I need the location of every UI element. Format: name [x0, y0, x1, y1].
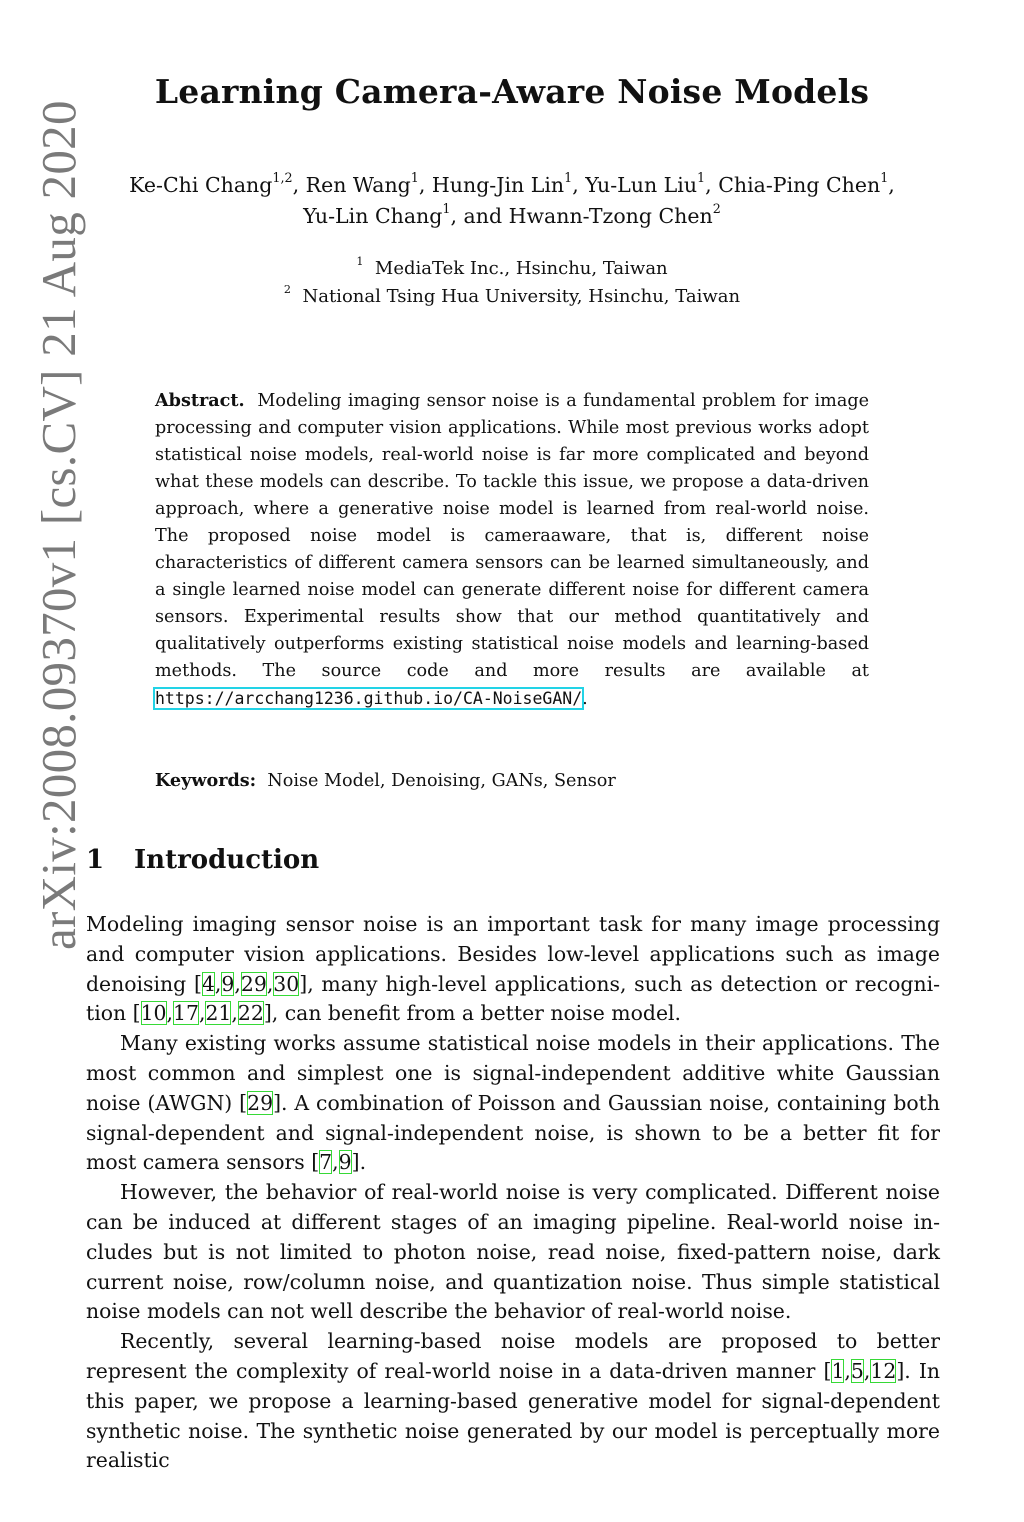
arxiv-identifier-stamp: arXiv:2008.09370v1 [cs.CV] 21 Aug 2020 — [31, 100, 86, 950]
citation-link[interactable]: 30 — [273, 971, 300, 996]
abstract-text: Modeling imaging sensor noise is a fundamental problem for image processing and computer vision applications. While most previous works adopt statistical noise models, real-world noise is far more complicated and beyond what these models can describe. To tackle this issue, we propose a data-driven approach, where a generative noise model is learned from real-world noise. The proposed noise model is cameraaware, that is, different noise characteristics of different camera sensors can be learned simultaneously, and a single learned noise model can generate different noise for different camera sensors. Experimental results show that our method quantitatively and qualitatively outperforms existing statistical noise models and learning-based methods. The source code and more results are available at — [155, 391, 869, 681]
author: Ke-Chi Chang$^{1,2}$ — [129, 170, 293, 197]
citation-link[interactable]: 5 — [850, 1358, 864, 1383]
citation-link[interactable]: 12 — [870, 1358, 897, 1383]
paragraph: However, the behavior of real-world noise is very complicated. Different noise can be induced at different stages of an imaging pipeline. Real-world noise includes but is not limited to photon noise, read noise, fixed-pattern noise, dark current noise, row/column noise, and quantization noise. Thus simple statistical noise models can not well describe the behavior of real-world noise. — [86, 1180, 940, 1324]
introduction-body — [86, 910, 940, 1476]
citation-link[interactable]: 1 — [831, 1358, 845, 1383]
author: Hung-Jin Lin$^1$ — [431, 170, 573, 197]
author: Yu-Lun Liu$^1$ — [585, 170, 706, 197]
affiliation: $^2$ National Tsing Hua University, Hsinchu, Taiwan — [283, 283, 741, 307]
abstract: Abstract. Modeling imaging sensor noise is a fundamental problem for image processing and computer vision applications. While most previous works adopt statistical noise models, real-world noise is far more complicated and beyond what these models can describe. To tackle this issue, we propose a data-driven approach, where a generative noise model is learned from real-world noise. The proposed noise model is cameraaware, that is, different noise characteristics of different camera sensors can be learned simultaneously, and a single learned noise model can generate different noise for different camera sensors. Experimental results show that our method quantitatively and qualitatively outperforms existing statistical noise models and learning-based methods. The source code and more results are available at https://arcchang1236.github.io/CA-NoiseGAN/. — [155, 390, 869, 709]
author: Hwann-Tzong Chen$^2$ — [508, 201, 721, 228]
paragraph: Recently, several learning-based noise models are proposed to better represent the complexity of real-world noise in a data-driven manner [1,5,12]. In this paper, we propose a learning-based generative model for signal-dependent synthetic noise. The synthetic noise generated by our model is perceptually more realistic — [86, 1329, 941, 1473]
affiliation: $^1$ MediaTek Inc., Hsinchu, Taiwan — [356, 255, 668, 279]
source-code-link[interactable]: https://arcchang1236.github.io/CA-NoiseGAN/ — [155, 689, 583, 708]
section-heading-introduction — [86, 845, 319, 875]
affiliation-list — [0, 255, 1024, 311]
citation-link[interactable]: 29 — [240, 971, 267, 996]
author-list: Ke-Chi Chang$^{1,2}$, Ren Wang$^1$, Hung-Jin Lin$^1$, Yu-Lun Liu$^1$, Chia-Ping Chen$^1$, Yu-Lin Chang$^1$, and Hwann-Tzong Chen$^2$ — [129, 170, 895, 228]
paragraph: Many existing works assume statistical noise models in their applications. The most common and simplest one is signal-independent additive white Gaussian noise (AWGN) [29]. A combination of Poisson and Gaussian noise, containing both signal-dependent and signal-independent noise, is shown to be a better fit for most camera sensors [7,9]. — [86, 1031, 940, 1175]
citation-link[interactable]: 9 — [221, 971, 235, 996]
keywords-label: Keywords: — [155, 770, 257, 791]
keywords-text: Noise Model, Denoising, GANs, Sensor — [267, 771, 616, 791]
citation-link[interactable]: 21 — [205, 1001, 232, 1026]
author: Chia-Ping Chen$^1$ — [718, 170, 889, 197]
section-number: 1 — [86, 845, 105, 875]
citation-link[interactable]: 10 — [140, 1001, 167, 1026]
citation-link[interactable]: 4 — [201, 971, 215, 996]
citation-link[interactable]: 17 — [173, 1001, 199, 1026]
keywords — [155, 767, 869, 795]
citation-link[interactable]: 29 — [247, 1090, 274, 1115]
paragraph: Modeling imaging sensor noise is an important task for many image processing and computer vision applications. Besides low-level applications such as image denoising [4,9,29,30], many high-level applications, such as detection or recognition [10,17,21,22], can benefit from a better noise model. — [86, 912, 940, 1026]
citation-link[interactable]: 9 — [338, 1150, 352, 1175]
author: Ren Wang$^1$ — [305, 170, 419, 197]
paper-title: Learning Camera-Aware Noise Models — [154, 72, 870, 111]
author: Yu-Lin Chang$^1$ — [303, 201, 451, 228]
citation-link[interactable]: 22 — [237, 1001, 264, 1026]
abstract-label: Abstract. — [155, 390, 245, 411]
section-title: Introduction — [134, 845, 320, 875]
citation-link[interactable]: 7 — [319, 1150, 333, 1175]
